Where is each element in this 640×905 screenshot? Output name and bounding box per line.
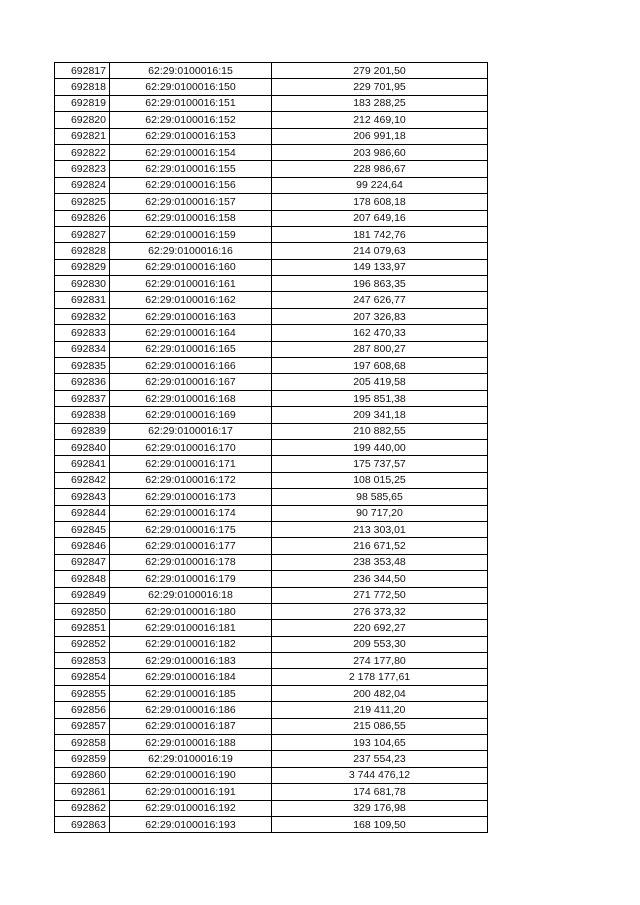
cadastral-number-cell: 62:29:0100016:177 [110, 538, 272, 554]
cadastral-value-cell: 3 744 476,12 [272, 767, 488, 783]
table-row [55, 63, 488, 79]
row-number-cell: 692850 [55, 603, 110, 619]
cadastral-number-cell: 62:29:0100016:17 [110, 423, 272, 439]
row-number-cell: 692854 [55, 669, 110, 685]
cadastral-value-cell: 216 671,52 [272, 538, 488, 554]
row-number-cell: 692851 [55, 620, 110, 636]
cadastral-number-cell: 62:29:0100016:152 [110, 112, 272, 128]
cadastral-number-cell: 62:29:0100016:179 [110, 571, 272, 587]
row-number-cell: 692837 [55, 390, 110, 406]
row-number-cell: 692861 [55, 784, 110, 800]
table-row [55, 571, 488, 587]
row-number-cell: 692849 [55, 587, 110, 603]
cadastral-value-cell: 206 991,18 [272, 128, 488, 144]
table-row [55, 554, 488, 570]
table-row [55, 505, 488, 521]
cadastral-number-cell: 62:29:0100016:178 [110, 554, 272, 570]
row-number-cell: 692836 [55, 374, 110, 390]
cadastral-value-cell: 219 411,20 [272, 702, 488, 718]
row-number-cell: 692821 [55, 128, 110, 144]
row-number-cell: 692844 [55, 505, 110, 521]
table-row [55, 210, 488, 226]
cadastral-value-cell: 175 737,57 [272, 456, 488, 472]
row-number-cell: 692840 [55, 439, 110, 455]
cadastral-number-cell: 62:29:0100016:165 [110, 341, 272, 357]
row-number-cell: 692857 [55, 718, 110, 734]
table-row [55, 276, 488, 292]
row-number-cell: 692835 [55, 358, 110, 374]
cadastral-number-cell: 62:29:0100016:159 [110, 226, 272, 242]
cadastral-value-cell: 276 373,32 [272, 603, 488, 619]
table-row [55, 341, 488, 357]
table-row [55, 784, 488, 800]
table-row [55, 374, 488, 390]
cadastral-number-cell: 62:29:0100016:162 [110, 292, 272, 308]
cadastral-value-cell: 279 201,50 [272, 63, 488, 79]
table-row [55, 308, 488, 324]
row-number-cell: 692853 [55, 653, 110, 669]
table-row [55, 489, 488, 505]
cadastral-value-cell: 207 649,16 [272, 210, 488, 226]
cadastral-number-cell: 62:29:0100016:174 [110, 505, 272, 521]
row-number-cell: 692852 [55, 636, 110, 652]
row-number-cell: 692839 [55, 423, 110, 439]
cadastral-value-cell: 271 772,50 [272, 587, 488, 603]
cadastral-value-cell: 174 681,78 [272, 784, 488, 800]
cadastral-value-cell: 207 326,83 [272, 308, 488, 324]
cadastral-value-cell: 329 176,98 [272, 800, 488, 816]
row-number-cell: 692830 [55, 276, 110, 292]
cadastral-value-cell: 213 303,01 [272, 521, 488, 537]
cadastral-value-cell: 228 986,67 [272, 161, 488, 177]
row-number-cell: 692823 [55, 161, 110, 177]
table-row [55, 439, 488, 455]
row-number-cell: 692846 [55, 538, 110, 554]
cadastral-number-cell: 62:29:0100016:157 [110, 194, 272, 210]
table-row [55, 735, 488, 751]
row-number-cell: 692819 [55, 95, 110, 111]
cadastral-value-cell: 229 701,95 [272, 79, 488, 95]
cadastral-value-cell: 149 133,97 [272, 259, 488, 275]
table-row [55, 259, 488, 275]
cadastral-value-cell: 181 742,76 [272, 226, 488, 242]
cadastral-number-cell: 62:29:0100016:170 [110, 439, 272, 455]
cadastral-value-table [54, 62, 488, 833]
table-row [55, 144, 488, 160]
cadastral-number-cell: 62:29:0100016:190 [110, 767, 272, 783]
table-row [55, 669, 488, 685]
row-number-cell: 692858 [55, 735, 110, 751]
table-row [55, 177, 488, 193]
table-row [55, 423, 488, 439]
cadastral-number-cell: 62:29:0100016:182 [110, 636, 272, 652]
table-row [55, 292, 488, 308]
cadastral-value-cell: 196 863,35 [272, 276, 488, 292]
cadastral-value-cell: 220 692,27 [272, 620, 488, 636]
cadastral-value-cell: 168 109,50 [272, 816, 488, 832]
table-row [55, 587, 488, 603]
row-number-cell: 692831 [55, 292, 110, 308]
cadastral-number-cell: 62:29:0100016:191 [110, 784, 272, 800]
row-number-cell: 692834 [55, 341, 110, 357]
row-number-cell: 692855 [55, 685, 110, 701]
cadastral-value-cell: 247 626,77 [272, 292, 488, 308]
row-number-cell: 692859 [55, 751, 110, 767]
row-number-cell: 692842 [55, 472, 110, 488]
cadastral-number-cell: 62:29:0100016:193 [110, 816, 272, 832]
cadastral-number-cell: 62:29:0100016:161 [110, 276, 272, 292]
cadastral-number-cell: 62:29:0100016:156 [110, 177, 272, 193]
cadastral-number-cell: 62:29:0100016:186 [110, 702, 272, 718]
table-row [55, 325, 488, 341]
cadastral-number-cell: 62:29:0100016:19 [110, 751, 272, 767]
cadastral-value-cell: 215 086,55 [272, 718, 488, 734]
table-row [55, 456, 488, 472]
cadastral-value-cell: 274 177,80 [272, 653, 488, 669]
cadastral-number-cell: 62:29:0100016:153 [110, 128, 272, 144]
cadastral-number-cell: 62:29:0100016:180 [110, 603, 272, 619]
cadastral-value-cell: 210 882,55 [272, 423, 488, 439]
cadastral-value-cell: 214 079,63 [272, 243, 488, 259]
table-row [55, 521, 488, 537]
cadastral-value-cell: 178 608,18 [272, 194, 488, 210]
table-row [55, 390, 488, 406]
cadastral-value-cell: 162 470,33 [272, 325, 488, 341]
cadastral-number-cell: 62:29:0100016:15 [110, 63, 272, 79]
table-row [55, 636, 488, 652]
cadastral-number-cell: 62:29:0100016:150 [110, 79, 272, 95]
cadastral-value-cell: 236 344,50 [272, 571, 488, 587]
cadastral-number-cell: 62:29:0100016:18 [110, 587, 272, 603]
cadastral-number-cell: 62:29:0100016:173 [110, 489, 272, 505]
cadastral-number-cell: 62:29:0100016:183 [110, 653, 272, 669]
row-number-cell: 692848 [55, 571, 110, 587]
cadastral-number-cell: 62:29:0100016:168 [110, 390, 272, 406]
cadastral-value-cell: 199 440,00 [272, 439, 488, 455]
cadastral-value-cell: 183 288,25 [272, 95, 488, 111]
row-number-cell: 692824 [55, 177, 110, 193]
cadastral-number-cell: 62:29:0100016:16 [110, 243, 272, 259]
cadastral-value-cell: 195 851,38 [272, 390, 488, 406]
table-row [55, 751, 488, 767]
table-row [55, 620, 488, 636]
table-row [55, 161, 488, 177]
table-row [55, 767, 488, 783]
cadastral-value-cell: 212 469,10 [272, 112, 488, 128]
cadastral-number-cell: 62:29:0100016:181 [110, 620, 272, 636]
table-row [55, 472, 488, 488]
row-number-cell: 692827 [55, 226, 110, 242]
cadastral-number-cell: 62:29:0100016:155 [110, 161, 272, 177]
table-row [55, 685, 488, 701]
cadastral-number-cell: 62:29:0100016:175 [110, 521, 272, 537]
row-number-cell: 692828 [55, 243, 110, 259]
table-row [55, 718, 488, 734]
row-number-cell: 692843 [55, 489, 110, 505]
cadastral-value-cell: 197 608,68 [272, 358, 488, 374]
row-number-cell: 692829 [55, 259, 110, 275]
row-number-cell: 692818 [55, 79, 110, 95]
table-row [55, 603, 488, 619]
table-row [55, 95, 488, 111]
cadastral-value-cell: 90 717,20 [272, 505, 488, 521]
table-row [55, 407, 488, 423]
cadastral-number-cell: 62:29:0100016:166 [110, 358, 272, 374]
row-number-cell: 692820 [55, 112, 110, 128]
cadastral-value-cell: 203 986,60 [272, 144, 488, 160]
row-number-cell: 692817 [55, 63, 110, 79]
cadastral-value-cell: 205 419,58 [272, 374, 488, 390]
cadastral-number-cell: 62:29:0100016:172 [110, 472, 272, 488]
cadastral-number-cell: 62:29:0100016:160 [110, 259, 272, 275]
row-number-cell: 692847 [55, 554, 110, 570]
cadastral-value-cell: 238 353,48 [272, 554, 488, 570]
table-row [55, 653, 488, 669]
row-number-cell: 692822 [55, 144, 110, 160]
table-row [55, 226, 488, 242]
row-number-cell: 692838 [55, 407, 110, 423]
row-number-cell: 692860 [55, 767, 110, 783]
table-row [55, 702, 488, 718]
table-row [55, 79, 488, 95]
cadastral-value-cell: 98 585,65 [272, 489, 488, 505]
row-number-cell: 692825 [55, 194, 110, 210]
cadastral-number-cell: 62:29:0100016:185 [110, 685, 272, 701]
cadastral-value-cell: 108 015,25 [272, 472, 488, 488]
cadastral-value-cell: 209 341,18 [272, 407, 488, 423]
table-body [55, 63, 488, 833]
table-row [55, 358, 488, 374]
cadastral-value-cell: 237 554,23 [272, 751, 488, 767]
row-number-cell: 692833 [55, 325, 110, 341]
cadastral-number-cell: 62:29:0100016:164 [110, 325, 272, 341]
table-row [55, 112, 488, 128]
row-number-cell: 692841 [55, 456, 110, 472]
table-row [55, 816, 488, 832]
cadastral-number-cell: 62:29:0100016:169 [110, 407, 272, 423]
cadastral-number-cell: 62:29:0100016:154 [110, 144, 272, 160]
table-row [55, 194, 488, 210]
row-number-cell: 692845 [55, 521, 110, 537]
row-number-cell: 692862 [55, 800, 110, 816]
cadastral-number-cell: 62:29:0100016:151 [110, 95, 272, 111]
cadastral-number-cell: 62:29:0100016:184 [110, 669, 272, 685]
cadastral-number-cell: 62:29:0100016:187 [110, 718, 272, 734]
table-row [55, 538, 488, 554]
cadastral-value-cell: 193 104,65 [272, 735, 488, 751]
row-number-cell: 692856 [55, 702, 110, 718]
cadastral-number-cell: 62:29:0100016:188 [110, 735, 272, 751]
cadastral-number-cell: 62:29:0100016:171 [110, 456, 272, 472]
cadastral-value-cell: 287 800,27 [272, 341, 488, 357]
table-row [55, 243, 488, 259]
cadastral-number-cell: 62:29:0100016:167 [110, 374, 272, 390]
cadastral-number-cell: 62:29:0100016:163 [110, 308, 272, 324]
cadastral-value-cell: 99 224,64 [272, 177, 488, 193]
table-row [55, 800, 488, 816]
table-row [55, 128, 488, 144]
cadastral-value-cell: 2 178 177,61 [272, 669, 488, 685]
row-number-cell: 692863 [55, 816, 110, 832]
row-number-cell: 692826 [55, 210, 110, 226]
cadastral-number-cell: 62:29:0100016:192 [110, 800, 272, 816]
row-number-cell: 692832 [55, 308, 110, 324]
cadastral-value-cell: 200 482,04 [272, 685, 488, 701]
cadastral-value-cell: 209 553,30 [272, 636, 488, 652]
cadastral-number-cell: 62:29:0100016:158 [110, 210, 272, 226]
